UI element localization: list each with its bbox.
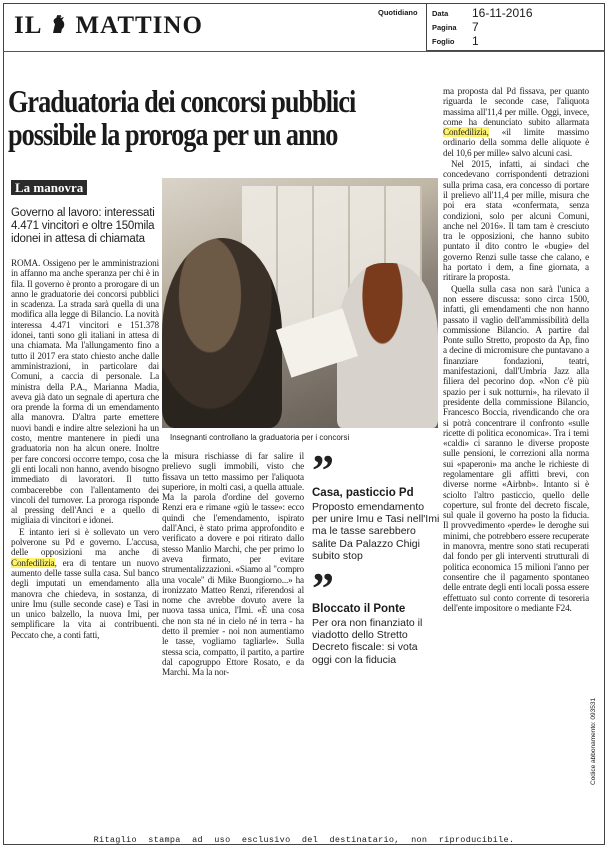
quote-text: Proposto emendamento per unire Imu e Tasi nell'Imi ma le tasse sarebbero salite Da Palazzo Chigi subito stop — [312, 501, 440, 562]
press-clipping: IL MATTINO Quotidiano Data 16-11-2016 Pagina 7 Foglio 1 Graduatoria dei concorsi pubblici possibile la proroga per un anno La manovra Governo al lavoro: interessati 4.471 vincitori e oltre 150mila idonei in attesa di chiamata Insegnanti controllano la graduatoria per i concorsi ROMA. Ossigeno per le amministrazioni in affanno ma anche speranza per chi è in fila. Il governo è pronto a prorogare di un anno le graduatorie dei concorsi pubblici in scadenza. La strada sarà quella di una modifica alla legge di Bilancio. La novità interessa 4.471 vincitori e 151.378 idonei, tanti sono gli italiani in attesa di una chiamata. Ma l'allungamento fino a tutto il 2017 era stato chiesto anche dalle amministrazioni, in particolare dai Comuni, a caccia di personale. La ministra della P.A., Marianna Madia, aveva già dato un segnale di apertura che ora prende la forma di un emendamento alla manovra. D'altra parte emettere nuovi bandi e indire altre selezioni ha un costo, mentre mantenere in piedi una graduatoria non ha alcun onere. Inoltre per fare concorsi occorre tempo, cosa che gli enti locali non hanno, avendo bisogno immediato di lavoratori. Il tutto combacerebbe con l'allentamento dei vincoli del turnover. La proroga risponde al pressing dell'Anci e a quello di migliaia di vincitori e idonei. E intanto ieri si è sollevato un vero polverone su Pd e governo. L'accusa, delle opposizioni ma anche di Confedilizia, era di tentare un nuovo aumento delle tasse sulla casa. Sul banco degli imputati un emendamento alla manovra che chiedeva, in sostanza, di unire Imu (sulle seconde case) e Tasi in un unico balzello, la nuova Imi, per semplificare la vita ai contribuenti. Peccato che, a conti fatti, la misura rischiasse di far salire il prelievo sugli immobili, visto che fissava un tetto massimo per l'aliquota superiore, in molti casi, a quella attuale. Ma la parola d'ordine del governo Renzi era e rimane «giù le tasse»: ecco quindi che l'emendamento, ispirato dall'Anci, è stato prima approfondito e verificato a dovere e poi ritirato dallo stesso Manlio Marchi, che per primo lo aveva firmato, per evitare strumentalizzazioni. «Siamo al "compro una vocale" di Mike Buongiorno...» ha ironizzato Matteo Renzi, riferendosi al nome che avrebbe dovuto avere la nuova tassa unica, l'Imi. «È una cosa che non sta né in cielo né in terra - ha detto il premier - noi non aumentiamo le tasse, vogliamo tagliarle». Sulla stessa scia, compatto, il partito, a partire dal capogruppo Ettore Rosato, e da Marchi. Ma la nor- ” Casa, pasticcio Pd Proposto emendamento per unire Imu e Tasi nell'Imi ma le tasse sarebbero salite Da Palazzo Chigi subito stop ” Bloccato il Ponte Per ora non finanziato il viadotto dello Stretto Decreto fiscale: si vota oggi con la fiducia ma proposta dal Pd fissava, per quanto riguarda le seconde case, l'aliquota massima all'11,4 per mille. Oggi, invece, come ha denunciato subito allarmata Confedilizia, «il limite massimo ordinario della somma delle aliquote è del 10,6 per mille» salvo alcuni casi. Nel 2015, infatti, ai sindaci che concedevano corrispondenti detrazioni sulla prima casa, era concesso di portare il prelievo all'11,4 per mille, misura che poi era stata «confermata, senza condizioni, solo per alcuni Comuni, anche nel 2016». Il tam tam è cresciuto tra le opposizioni, che hanno subito puntato il dito contro le «bugie» del governo Renzi sulle tasse che calano, e ha portato i dem, a fine giornata, a ritirare la proposta. Quella sulla casa non sarà l'unica a non essere discussa: sono circa 1500, infatti, gli emendamenti che non hanno passato il vaglio dell'ammissibilità della commissione Bilancio. A partire dal Ponte sullo Stretto, proposto da Ap, fino a decine di micromisure che puntavano a finanziare fondazioni, teatri, manifestazioni, dall'Umbria Jazz alla filiera del pecorino dop. «Non c'è più spazio per i suk notturni», ha rilevato il presidente della commissione Bilancio, Francesco Boccia, rivendicando che ora si potrà concentrare il confronto «sulle ricette di politica economica». Tra i temi «caldi» ci saranno le diverse proposte sulle pensioni, le correzioni alla norma sui «paperoni» ma anche le richieste di regolamentare gli affitti brevi, con diverse norme «Airbnb». Intanto si è sciolto l'altro pasticcio, quello delle coperture, sul fronte del decreto fiscale, sul quale il governo ha posto la fiducia. Il provvedimento «perde» le deroghe sui minimi, che potrebbero essere recuperate in manovra, mentre sono stati recuperati dal fondo per gli interventi strutturali di politica economica 15 milioni l'anno per consentire che il pagamento spontaneo delle entrate degli enti locali possa essere effettuato sul conto corrente di tesoreria dell'ente impositore o mediante F24. Codice abbonamento: 093531 Ritaglio stampa ad uso esclusivo del destinatario, non riproducibile. — [0, 0, 610, 851]
article-column-4 — [443, 86, 589, 830]
highlight-confedilizia: Confedilizia, — [443, 127, 489, 138]
quote-mark-icon: ” — [312, 564, 331, 613]
publication-type: Quotidiano — [378, 8, 418, 17]
article-column-1 — [11, 258, 159, 830]
quote-mark-icon: ” — [312, 446, 331, 495]
paragraph: Nel 2015, infatti, ai sindaci che concedevano corrispondenti detrazioni sulla prima casa, era concesso di portare il prelievo all'11,4 per mille, misura che poi era stata «confermata, senza condizioni, solo per alcuni Comuni, anche nel 2016». Il tam tam è cresciuto tra le opposizioni, che hanno subito puntato il dito contro le «bugie» del governo Renzi sulle tasse che calano, e ha portato i dem, a fine giornata, a ritirare la proposta. — [443, 159, 589, 283]
paragraph: E intanto ieri si è sollevato un vero polverone su Pd e governo. L'accusa, delle opposizioni ma anche di Confedilizia, era di tentare un nuovo aumento delle tasse sulla casa. Sul banco degli imputati un emendamento alla manovra che chiedeva, in sostanza, di unire Imu (sulle seconde case) e Tasi in un unico balzello, la nuova Imi, per semplificare la vita ai contribuenti. Peccato che, a conti fatti, — [11, 526, 159, 640]
paragraph: Quella sulla casa non sarà l'unica a non essere discussa: sono circa 1500, infatti, gli emendamenti che non hanno passato il vaglio dell'ammissibilità della commissione Bilancio. A partire dal Ponte sullo Stretto, proposto da Ap, fino a decine di micromisure che puntavano a finanziare fondazioni, teatri, manifestazioni, dall'Umbria Jazz alla filiera del pecorino dop. «Non c'è più spazio per i suk notturni», ha rilevato il presidente della commissione Bilancio, Francesco Boccia, rivendicando che ora si potrà concentrare il confronto «sulle ricette di politica economica». Tra i temi «caldi» ci saranno le diverse proposte sulle pensioni, le correzioni alla norma sui «paperoni» ma anche le richieste di regolamentare gli affitti brevi, con diverse norme «Airbnb». Intanto si è sciolto l'altro pasticcio, quello delle coperture, sul fronte del decreto fiscale, sul quale il governo ha posto la fiducia. Il provvedimento «perde» le deroghe sui minimi, che potrebbero essere recuperate in manovra, mentre sono stati recuperati dal fondo per gli interventi strutturali di politica economica 15 milioni l'anno per consentire che il pagamento spontaneo delle entrate degli enti locali possa essere effettuato sul conto corrente di tesoreria dell'ente impositore o mediante F24. — [443, 283, 589, 613]
quote-text: Per ora non finanziato il viadotto dello Stretto Decreto fiscale: si vota oggi con la fiducia — [312, 617, 423, 666]
section-tag: La manovra — [11, 180, 87, 195]
photo-person-left — [162, 238, 282, 428]
quote-title: Casa, pasticcio Pd — [312, 487, 414, 499]
rooster-logo-icon — [49, 15, 67, 35]
paragraph: la misura rischiasse di far salire il prelievo sugli immobili, visto che fissava un tetto massimo per l'aliquota superiore, in molti casi, a quella attuale. Ma la parola d'ordine del governo Renzi era e rimane «giù le tasse»: ecco quindi che l'emendamento, ispirato dall'Anci, è stato prima approfondito e verificato a dovere e poi ritirato dallo stesso Manlio Marchi, che per primo lo aveva firmato, per evitare strumentalizzazioni. «Siamo al "compro una vocale" di Mike Buongiorno...» ha ironizzato Matteo Renzi, riferendosi al nome che avrebbe dovuto avere la nuova tassa unica, l'Imi. «È una cosa che non sta né in cielo né in terra - ha detto il premier - noi non aumentiamo le tasse, vogliamo tagliarle». Sulla stessa scia, compatto, il partito, a partire dal capogruppo Ettore Rosato, e da Marchi. Ma la nor- — [162, 451, 304, 678]
photo-caption: Insegnanti controllano la graduatoria per i concorsi — [170, 433, 350, 442]
article-headline: Graduatoria dei concorsi pubblici possibile la proroga per un anno — [8, 83, 356, 152]
subscription-code: Codice abbonamento: 093531 — [590, 697, 597, 785]
highlight-confedilizia: Confedilizia — [11, 557, 55, 568]
paragraph: ma proposta dal Pd fissava, per quanto riguarda le seconde case, l'aliquota massima all'11,4 per mille. Oggi, invece, come ha denunciato subito allarmata Confedilizia, «il limite massimo ordinario della somma delle aliquote è del 10,6 per mille» salvo alcuni casi. — [443, 86, 589, 158]
article-photo — [162, 178, 438, 428]
article-column-2 — [162, 451, 304, 831]
paragraph: ROMA. Ossigeno per le amministrazioni in affanno ma anche speranza per chi è in fila. Il governo è pronto a prorogare di un anno le graduatorie dei concorsi pubblici in scadenza. La strada sarà quella di una modifica alla legge di Bilancio. La novità interessa 4.471 vincitori e 151.378 idonei, tanti sono gli italiani in attesa di una chiamata. Ma l'allungamento fino a tutto il 2017 era stato chiesto anche dalle amministrazioni, in particolare dai Comuni, a caccia di personale. La ministra della P.A., Marianna Madia, aveva già dato un segnale di apertura che ora prende la forma di un emendamento alla manovra. D'altra parte emettere nuovi bandi e indire altre selezioni ha un costo, mentre mantenere in piedi una graduatoria non ha alcun onere. Inoltre per fare concorsi occorre tempo, cosa che gli enti locali non hanno, avendo bisogno immediato di lavoratori. Il tutto combacerebbe con l'allentamento dei vincoli del turnover. La proroga risponde al pressing dell'Anci e a quello di migliaia di vincitori e idonei. — [11, 258, 159, 526]
masthead-mattino: MATTINO — [75, 12, 203, 39]
header-divider — [3, 51, 605, 52]
article-subhead: Governo al lavoro: interessati 4.471 vincitori e oltre 150mila idonei in attesa di chiamata — [11, 207, 155, 245]
quote-title: Bloccato il Ponte — [312, 603, 406, 615]
newspaper-masthead — [14, 12, 203, 40]
footer-disclaimer: Ritaglio stampa ad uso esclusivo del destinatario, non riproducibile. — [93, 835, 515, 845]
masthead-il: IL — [14, 12, 42, 39]
